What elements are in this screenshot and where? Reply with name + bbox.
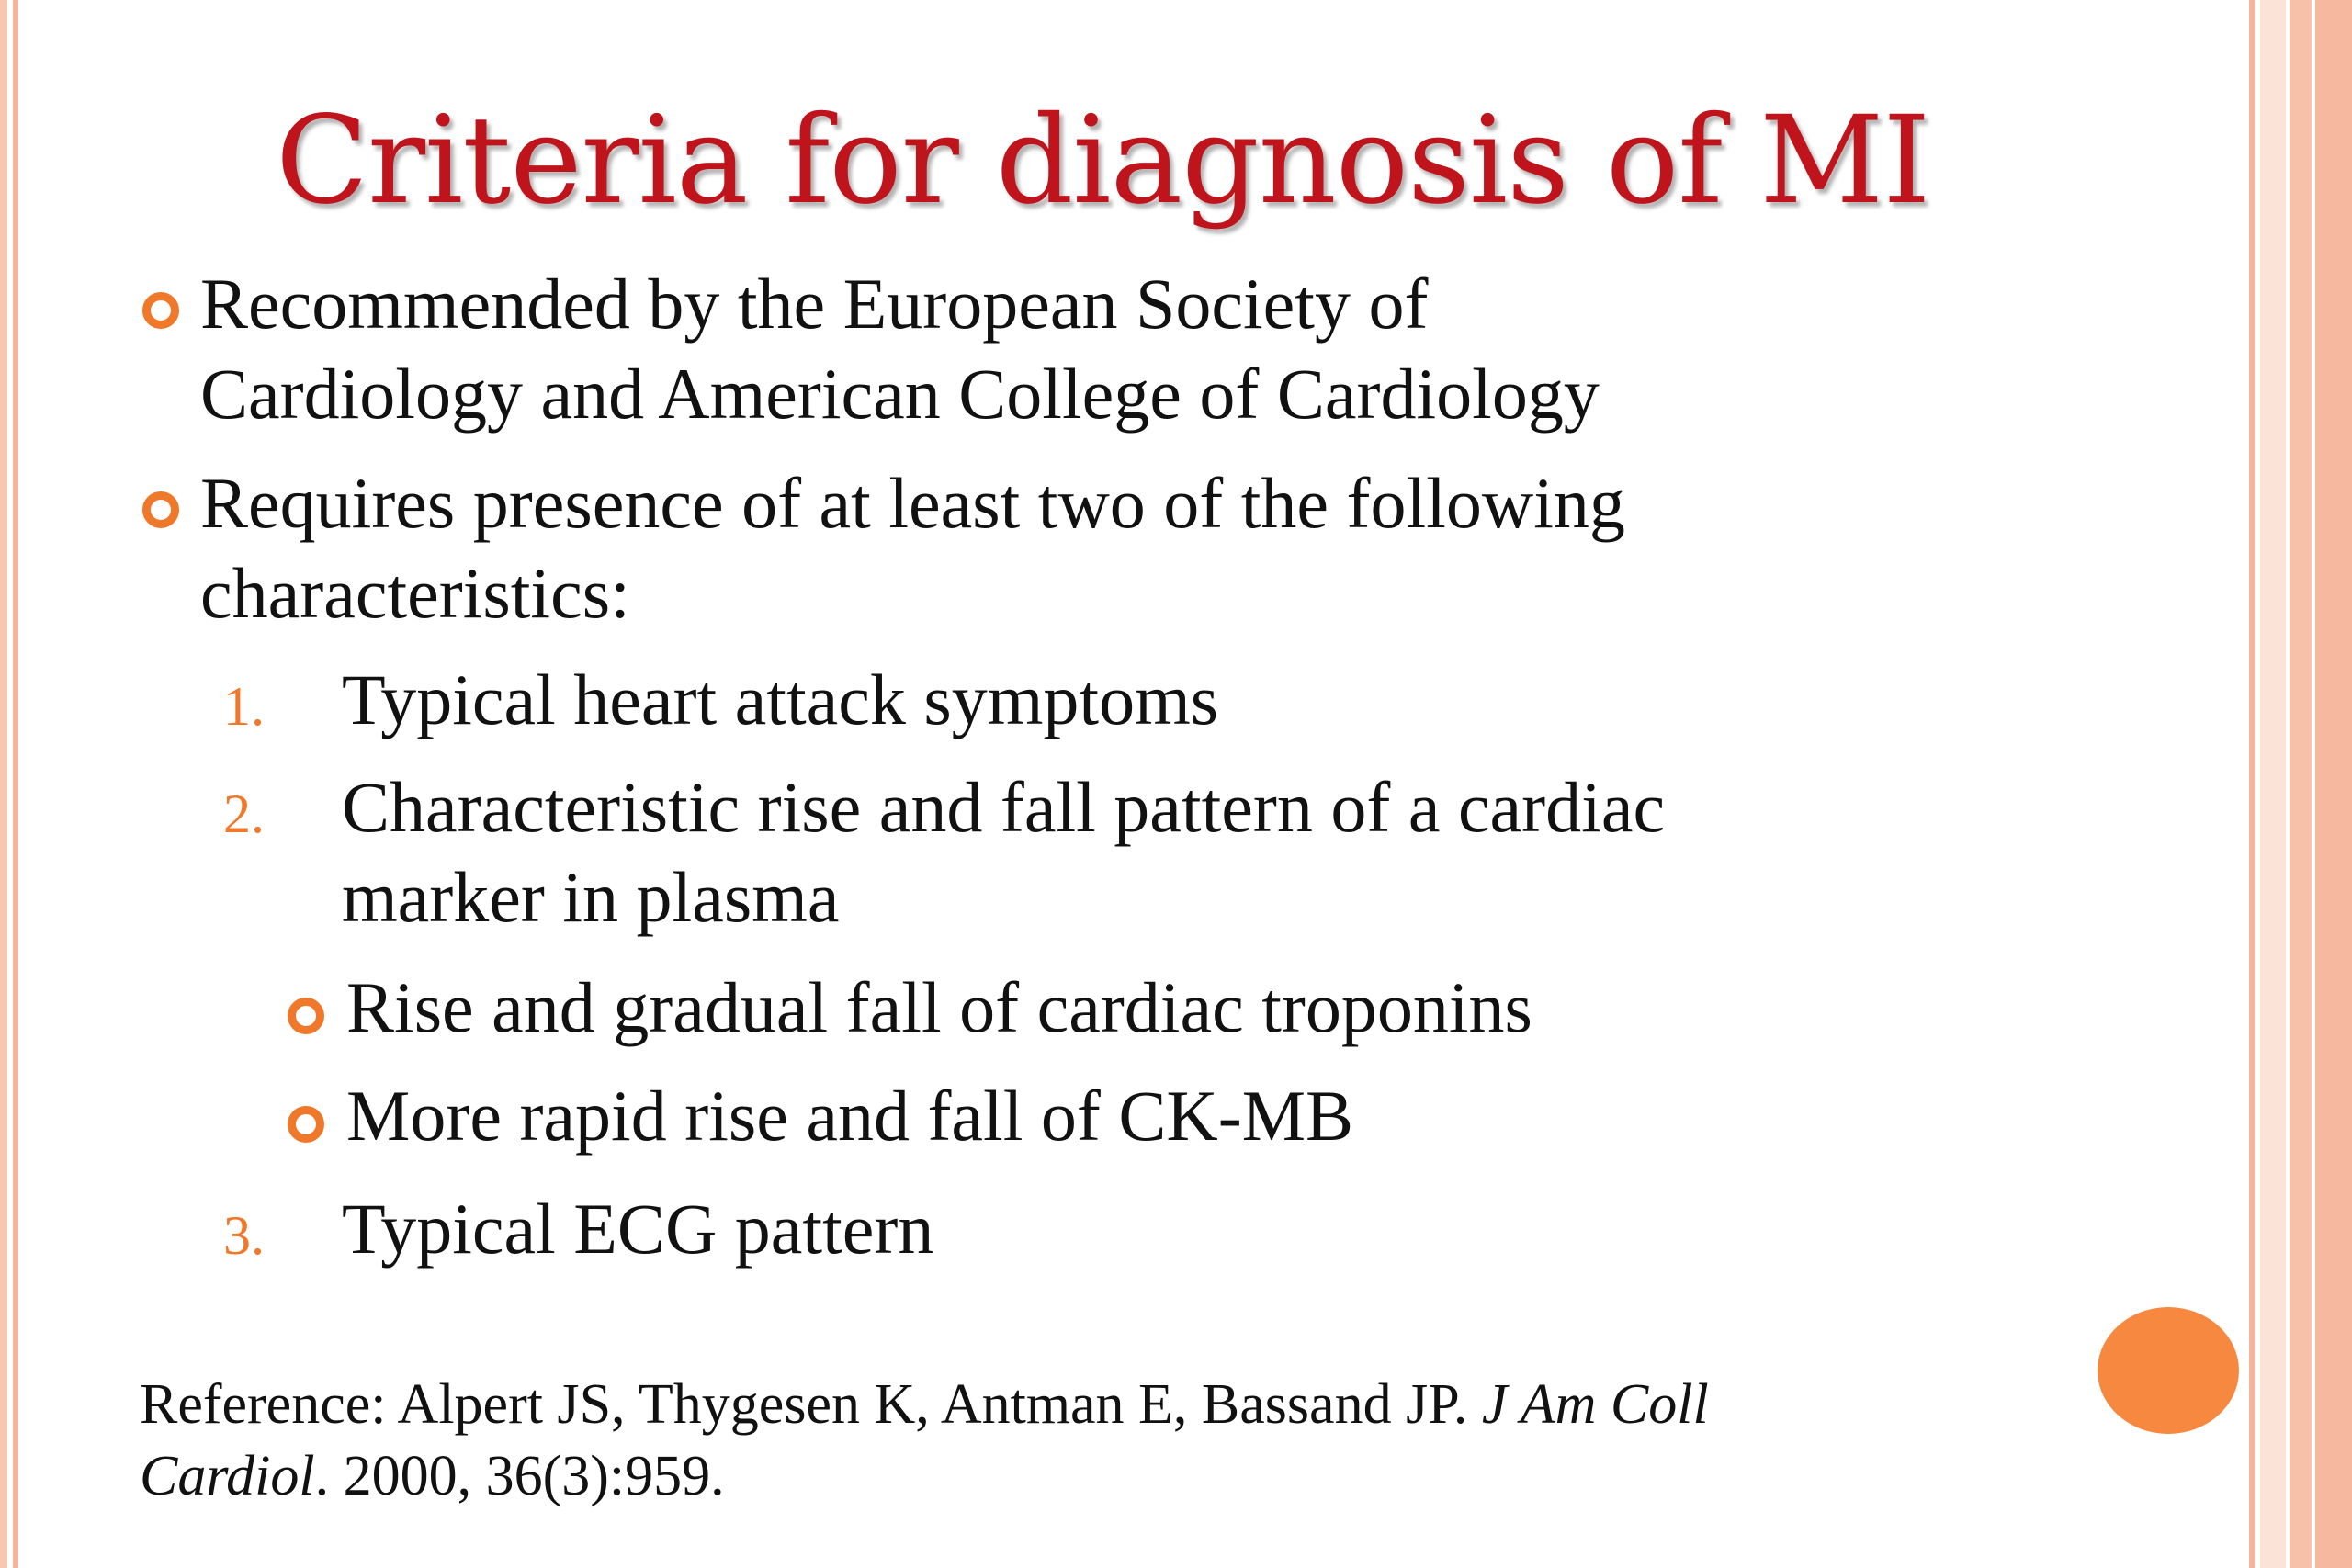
numbered-item-1-number: 1. (223, 676, 265, 737)
orange-dot-icon (2098, 1307, 2239, 1434)
hollow-circle-bullet-icon (142, 292, 179, 329)
reference-journal-part-1: J Am Coll (1481, 1373, 1709, 1436)
right-border-stripe (2249, 0, 2255, 1568)
reference-citation (140, 1369, 2069, 1512)
reference-prefix: Reference: Alpert JS, Thygesen K, Antman E, Bassand JP. (140, 1373, 1482, 1436)
numbered-item-2-line-1: Characteristic rise and fall pattern of a cardiac (342, 767, 1666, 847)
hollow-circle-bullet-icon (288, 1106, 324, 1143)
bullet-2-line-2: characteristics: (200, 553, 630, 633)
left-border-stripe-inner (13, 0, 18, 1568)
numbered-item-3-number: 3. (223, 1205, 265, 1266)
numbered-item-2-line-2: marker in plasma (342, 857, 840, 937)
right-band-light (2260, 0, 2286, 1568)
right-band-outer (2315, 0, 2352, 1568)
reference-suffix: . 2000, 36(3):959. (314, 1445, 725, 1507)
bullet-1-line-1: Recommended by the European Society of (200, 264, 1429, 344)
hollow-circle-bullet-icon (288, 998, 324, 1034)
hollow-circle-bullet-icon (142, 491, 179, 528)
sub-bullet-2: More rapid rise and fall of CK-MB (346, 1076, 1354, 1156)
slide-title: Criteria for diagnosis of MI (276, 90, 1930, 231)
right-band-mid (2290, 0, 2312, 1568)
numbered-item-2-number: 2. (223, 784, 265, 844)
sub-bullet-1: Rise and gradual fall of cardiac troponins (346, 967, 1532, 1047)
reference-journal-part-2: Cardiol (140, 1445, 315, 1507)
bullet-1-line-2: Cardiology and American College of Cardiology (200, 354, 1600, 434)
numbered-item-3-text: Typical ECG pattern (342, 1189, 934, 1269)
bullet-2-line-1: Requires presence of at least two of the following (200, 463, 1625, 543)
numbered-item-1-text: Typical heart attack symptoms (342, 660, 1219, 739)
left-border-stripe (0, 0, 7, 1568)
